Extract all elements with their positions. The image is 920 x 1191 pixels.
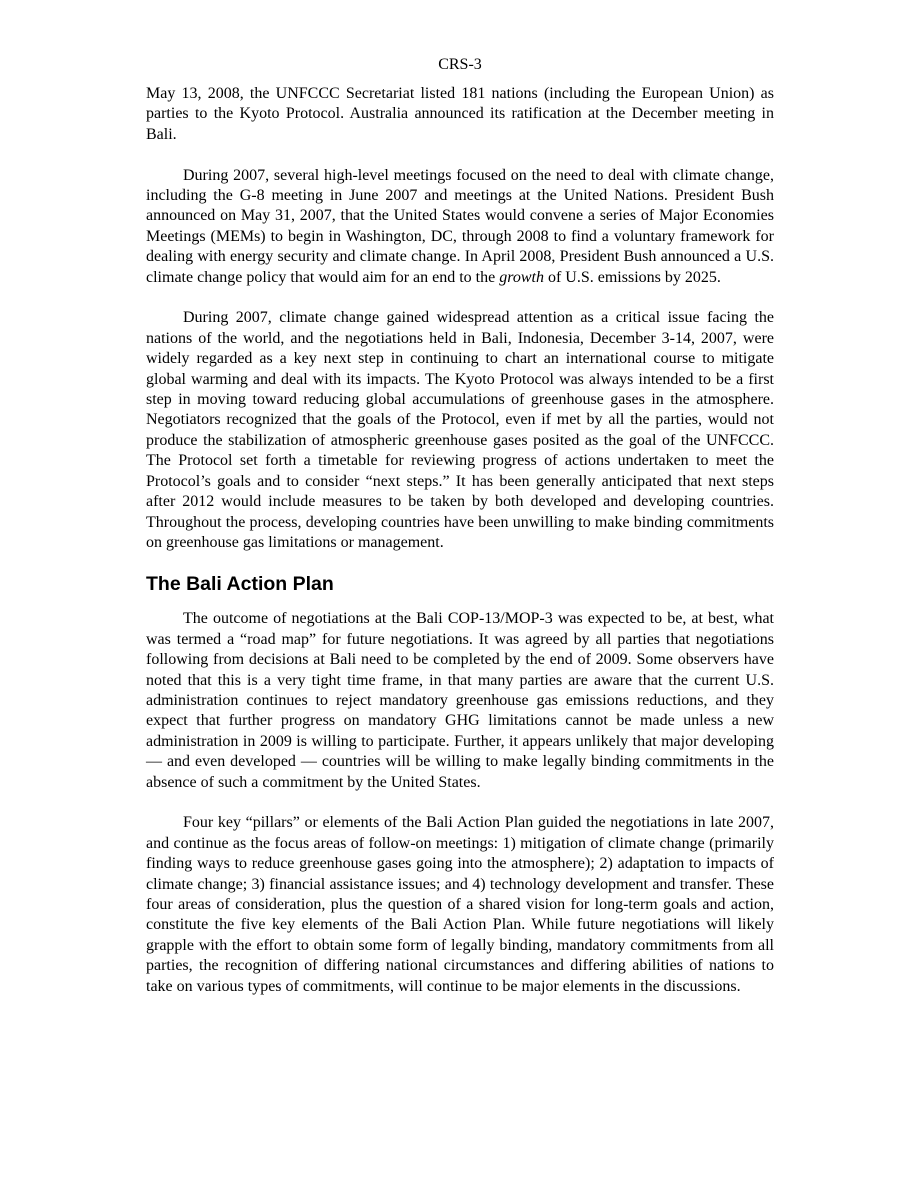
paragraph-text-post: of U.S. emissions by 2025. — [543, 268, 721, 286]
page-header: CRS-3 — [438, 56, 482, 73]
paragraph-text-pre: During 2007, several high-level meetings focused on the need to deal with climate change, including the G-8 meeting in June 2007 and meetings at the United Nations. President Bush announced on May 31, 2007, that the United States would convene a series of Major Economies Meetings (MEMs) to begin in Washington, DC, through 2008 to find a voluntary framework for dealing with energy security and climate change. In April 2008, President Bush announced a U.S. climate change policy that would aim for an end to the — [146, 166, 774, 286]
paragraph-four-pillars: Four key “pillars” or elements of the Bali Action Plan guided the negotiations in late 2007, and continue as the focus areas of follow-on meetings: 1) mitigation of climate change (primarily finding ways to reduce greenhouse gases going into the atmosphere); 2) adaptation to impacts of climate change; 3) financial assistance issues; and 4) technology development and transfer. These four areas of consideration, plus the question of a shared vision for long-term goals and action, constitute the five key elements of the Bali Action Plan. While future negotiations will likely grapple with the effort to obtain some form of legally binding, mandatory commitments from all parties, the recognition of differing national circumstances and differing abilities of nations to take on various types of commitments, will continue to be major elements in the discussions. — [146, 814, 774, 995]
paragraph-ratification: May 13, 2008, the UNFCCC Secretariat listed 181 nations (including the European Union) as parties to the Kyoto Protocol. Australia announced its ratification at the December meeting in Bali. — [146, 85, 774, 143]
section-heading: The Bali Action Plan — [146, 573, 334, 596]
paragraph-bali-negotiations: During 2007, climate change gained widespread attention as a critical issue facing the nations of the world, and the negotiations held in Bali, Indonesia, December 3-14, 2007, were widely regarded as a key next step in continuing to chart an international course to mitigate global warming and deal with its impacts. The Kyoto Protocol was always intended to be a first step in moving toward reducing global accumulations of greenhouse gases in the atmosphere. Negotiators recognized that the goals of the Protocol, even if met by all the parties, would not produce the stabilization of atmospheric greenhouse gases posited as the goal of the UNFCCC. The Protocol set forth a timetable for reviewing progress of actions undertaken to meet the Protocol’s goals and to consider “next steps.” It has been generally anticipated that next steps after 2012 would include measures to be taken by both developed and developing countries. Throughout the process, developing countries have been unwilling to make binding commitments on greenhouse gas limitations or management. — [146, 309, 774, 551]
document-page — [146, 54, 774, 997]
paragraph-road-map: The outcome of negotiations at the Bali COP-13/MOP-3 was expected to be, at best, what was termed a “road map” for future negotiations. It was agreed by all parties that negotiations following from decisions at Bali need to be completed by the end of 2009. Some observers have noted that this is a very tight time frame, in that many parties are aware that the current U.S. administration continues to reject mandatory greenhouse gas emissions reductions, and they expect that further progress on mandatory GHG limitations cannot be made unless a new administration in 2009 is willing to participate. Further, it appears unlikely that major developing — and even developed — countries will be willing to make legally binding commitments in the absence of such a commitment by the United States. — [146, 610, 774, 791]
paragraph-high-level-meetings — [146, 166, 774, 288]
emphasis-growth: growth — [499, 268, 544, 286]
